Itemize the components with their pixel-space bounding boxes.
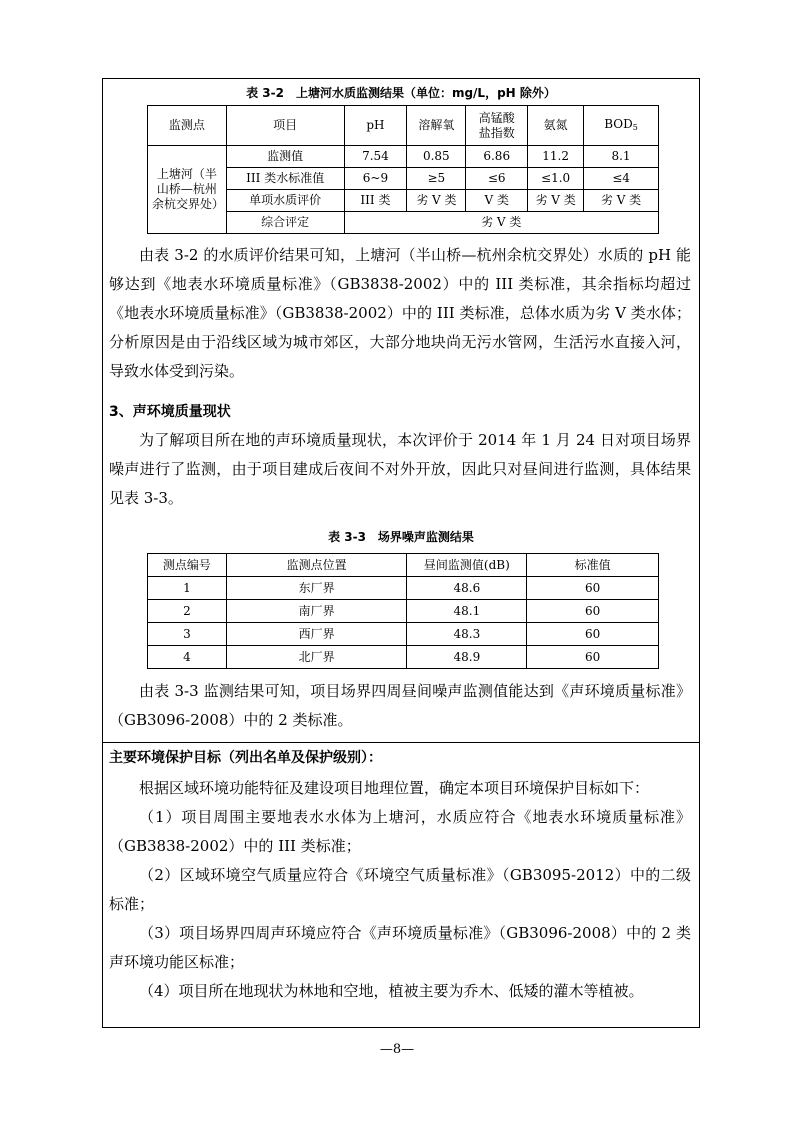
cell-value: 6.86 — [466, 146, 528, 168]
header-cod-line1: 高锰酸 — [478, 110, 515, 125]
cell-value: 60 — [527, 623, 659, 646]
cell-value: 北厂界 — [226, 646, 407, 669]
protection-list — [109, 774, 691, 1006]
protection-item: （4）项目所在地现状为林地和空地，植被主要为乔木、低矮的灌木等植被。 — [139, 982, 644, 1000]
header-cell: 测点编号 — [148, 554, 227, 577]
section-divider — [103, 742, 699, 743]
table-row — [148, 146, 659, 168]
cell-value: 东厂界 — [226, 577, 407, 600]
cell-value: 48.3 — [407, 623, 527, 646]
protection-item: （2）区域环境空气质量应符合《环境空气质量标准》（GB3095-2012）中的二级标准； — [109, 866, 691, 913]
cell-value: 西厂界 — [226, 623, 407, 646]
cell-value: ≤6 — [466, 168, 528, 190]
cell-value: 60 — [527, 646, 659, 669]
header-site: 监测点 — [148, 106, 227, 146]
cell-value: ≤4 — [584, 168, 659, 190]
cell-value: 48.1 — [407, 600, 527, 623]
cell-value: 7.54 — [344, 146, 407, 168]
table-3-3-caption: 表 3-3 场界噪声监测结果 — [328, 530, 474, 544]
cell-value: V 类 — [466, 190, 528, 212]
noise-result-paragraph: 由表 3-3 监测结果可知，项目场界四周昼间噪声监测值能达到《声环境质量标准》（GB3096-2008）中的 2 类标准。 — [109, 682, 691, 729]
cell-value: ≤1.0 — [528, 168, 584, 190]
header-cell: 昼间监测值(dB) — [407, 554, 527, 577]
header-item: 项目 — [226, 106, 344, 146]
report-frame — [102, 78, 700, 1028]
cell-value: 1 — [148, 577, 227, 600]
table-header-row — [148, 554, 659, 577]
header-do: 溶解氧 — [407, 106, 466, 146]
table-row — [148, 623, 659, 646]
site-name-cell: 上塘河（半山桥—杭州余杭交界处） — [148, 146, 227, 234]
protection-item: （1）项目周围主要地表水水体为上塘河，水质应符合《地表水环境质量标准》（GB3838-2002）中的 III 类标准； — [109, 808, 691, 855]
row-label: 监测值 — [226, 146, 344, 168]
header-cod — [466, 106, 528, 146]
protection-heading: 主要环境保护目标（列出名单及保护级别）： — [109, 750, 382, 766]
header-bod-sub: 5 — [632, 122, 638, 132]
header-bod — [584, 106, 659, 146]
row-label: 单项水质评价 — [226, 190, 344, 212]
table-row — [148, 600, 659, 623]
cell-value: 60 — [527, 600, 659, 623]
cell-value: 11.2 — [528, 146, 584, 168]
cell-value: III 类 — [344, 190, 407, 212]
header-cell: 标准值 — [527, 554, 659, 577]
cell-value: 4 — [148, 646, 227, 669]
noise-intro-paragraph: 为了解项目所在地的声环境质量现状，本次评价于 2014 年 1 月 24 日对项目场界噪声进行了监测，由于项目建成后夜间不对外开放，因此只对昼间进行监测，具体结果见表 3-3。 — [109, 431, 691, 507]
water-analysis-paragraph: 由表 3-2 的水质评价结果可知，上塘河（半山桥—杭州余杭交界处）水质的 pH 能够达到《地表水环境质量标准》（GB3838-2002）中的 III 类标准，其余指标均超过《地表水环境质量标准》（GB3838-2002）中的 III 类标准，总体水质为劣 V 类水体；分析原因是由于沿线区域为城市郊区，大部分地块尚无污水管网，生活污水直接入河，导致水体受到污染。 — [109, 246, 691, 380]
page-number: —8— — [379, 1042, 415, 1057]
cell-value: 劣 V 类 — [584, 190, 659, 212]
header-ph: pH — [344, 106, 407, 146]
cell-value: 48.6 — [407, 577, 527, 600]
header-cell: 监测点位置 — [226, 554, 407, 577]
cell-value: 劣 V 类 — [528, 190, 584, 212]
table-row — [148, 646, 659, 669]
overall-value: 劣 V 类 — [344, 212, 658, 234]
cell-value: ≥5 — [407, 168, 466, 190]
cell-value: 2 — [148, 600, 227, 623]
cell-value: 3 — [148, 623, 227, 646]
water-quality-table — [147, 105, 659, 234]
noise-table — [147, 553, 659, 669]
table-header-row — [148, 106, 659, 146]
table-row — [148, 577, 659, 600]
cell-value: 劣 V 类 — [407, 190, 466, 212]
header-bod-text: BOD — [604, 116, 633, 131]
header-cod-line2: 盐指数 — [478, 125, 515, 140]
protection-item: （3）项目场界四周声环境应符合《声环境质量标准》（GB3096-2008）中的 2 类声环境功能区标准； — [109, 924, 691, 971]
cell-value: 6~9 — [344, 168, 407, 190]
table-3-2-caption: 表 3-2 上塘河水质监测结果（单位：mg/L，pH 除外） — [246, 86, 556, 100]
cell-value: 南厂界 — [226, 600, 407, 623]
section-3-heading: 3、声环境质量现状 — [109, 404, 231, 420]
cell-value: 0.85 — [407, 146, 466, 168]
cell-value: 60 — [527, 577, 659, 600]
header-nh3: 氨氮 — [528, 106, 584, 146]
cell-value: 8.1 — [584, 146, 659, 168]
protection-intro: 根据区域环境功能特征及建设项目地理位置，确定本项目环境保护目标如下： — [139, 779, 650, 797]
overall-label: 综合评定 — [226, 212, 344, 234]
cell-value: 48.9 — [407, 646, 527, 669]
row-label: III 类水标准值 — [226, 168, 344, 190]
